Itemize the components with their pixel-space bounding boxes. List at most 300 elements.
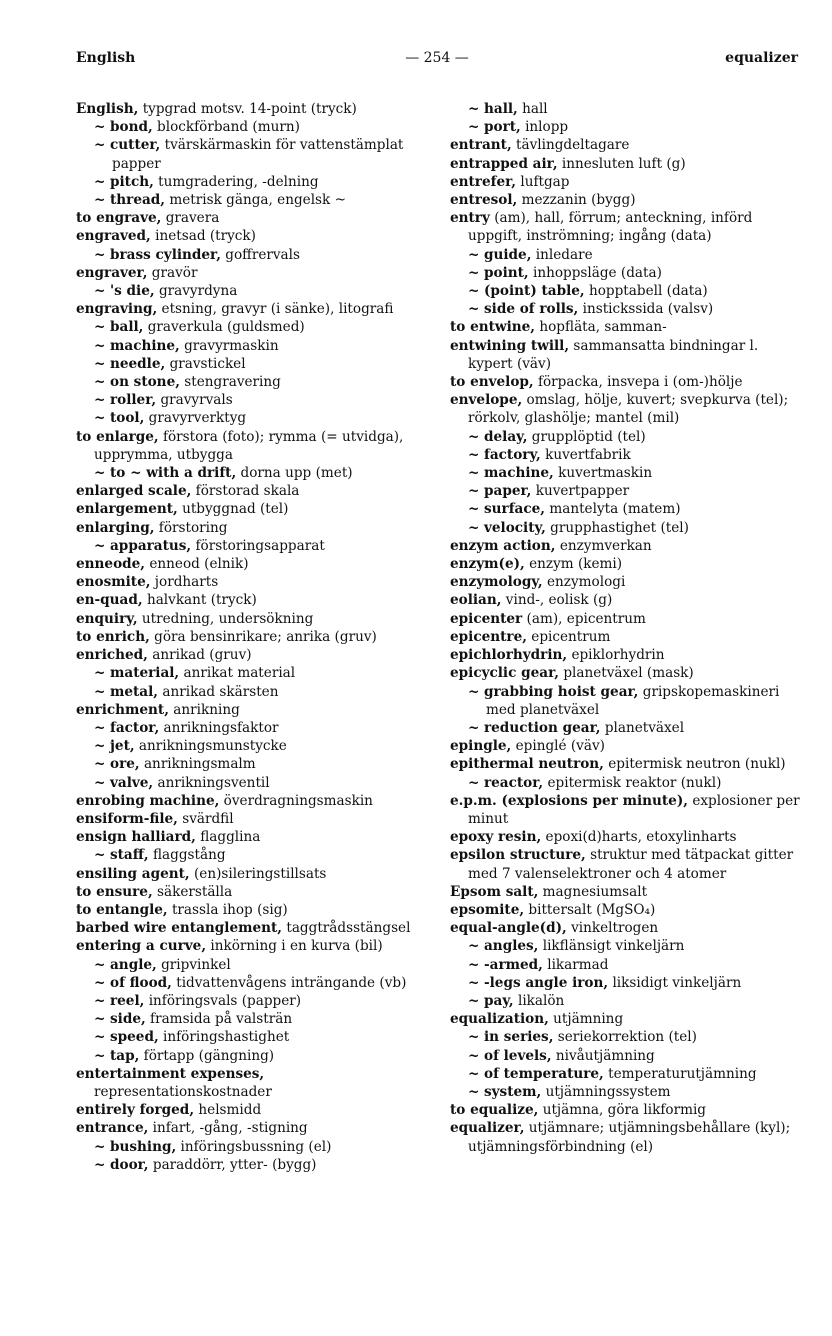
definition: gravstickel [169, 355, 246, 372]
headword: of temperature, [484, 1065, 604, 1082]
headword: thread, [110, 192, 166, 209]
sub-entry [76, 282, 422, 300]
definition: inledare [535, 246, 593, 263]
sub-entry [450, 264, 800, 282]
headword: ore, [110, 756, 140, 773]
definition: nivåutjämning [555, 1047, 655, 1064]
definition: inetsad (tryck) [155, 228, 256, 245]
definition: etsning, gravyr (i sänke), litografi [161, 301, 394, 318]
dictionary-entry [76, 209, 422, 227]
sub-entry [450, 992, 800, 1010]
dictionary-entry [450, 646, 800, 664]
headword: reactor, [484, 774, 544, 791]
headword: entresol, [450, 192, 518, 209]
dictionary-entry [450, 209, 800, 245]
definition: magnesiumsalt [542, 883, 648, 900]
headword: side of rolls, [484, 301, 579, 318]
sub-entry [76, 1010, 422, 1028]
headword: staff, [110, 847, 149, 864]
definition: göra bensinrikare; anrika (gruv) [154, 628, 377, 645]
headword: point, [484, 264, 529, 281]
dictionary-entry [450, 610, 800, 628]
headword: enzym action, [450, 537, 556, 554]
tilde-mark: ~ [94, 465, 106, 482]
headword: brass cylinder, [110, 246, 221, 263]
dictionary-entry [76, 792, 422, 810]
dictionary-entry [450, 828, 800, 846]
tilde-mark: ~ [468, 446, 480, 463]
headword: velocity, [484, 519, 546, 536]
headword: entrapped air, [450, 155, 558, 172]
definition: säkerställa [157, 883, 233, 900]
tilde-mark: ~ [468, 1083, 480, 1100]
tilde-mark: ~ [94, 992, 106, 1009]
sub-entry [450, 1065, 800, 1083]
sub-entry [76, 136, 422, 172]
definition: planetväxel [604, 719, 685, 736]
headword: engraved, [76, 228, 151, 245]
sub-entry [76, 1047, 422, 1065]
definition: paraddörr, ytter- (bygg) [152, 1156, 317, 1173]
tilde-mark: ~ [94, 319, 106, 336]
tilde-mark: ~ [94, 410, 106, 427]
sub-entry [450, 446, 800, 464]
definition: gripskopemaskineri med planetväxel [486, 683, 780, 718]
headword: eolian, [450, 592, 502, 609]
headword: hall, [484, 101, 518, 117]
headword: epsilon structure, [450, 847, 586, 864]
definition: liksidigt vinkeljärn [612, 974, 742, 991]
dictionary-entry [76, 610, 422, 628]
definition: (en)sileringstillsats [193, 865, 327, 882]
definition: inlopp [525, 119, 569, 136]
sub-entry [76, 1028, 422, 1046]
headword: enriched, [76, 647, 148, 664]
sub-entry [76, 191, 422, 209]
sub-entry [76, 409, 422, 427]
headword: surface, [484, 501, 546, 518]
tilde-mark: ~ [468, 519, 480, 536]
headword: of flood, [110, 974, 172, 991]
tilde-mark: ~ [94, 192, 106, 209]
definition: förstoringsapparat [195, 537, 325, 554]
headword: cutter, [110, 137, 161, 154]
tilde-mark: ~ [94, 756, 106, 773]
headword: e.p.m. (explosions per minute), [450, 792, 688, 809]
definition: enneod (elnik) [149, 556, 249, 573]
definition: omslag, hölje, kuvert; svepkurva (tel); rörkolv, glashölje; mantel (mil) [468, 392, 789, 427]
sub-entry [450, 1028, 800, 1046]
definition: utjämna, göra likformig [542, 1102, 707, 1119]
sub-entry [450, 937, 800, 955]
definition: utjämnare; utjämningsbehållare (kyl); utjämningsförbindning (el) [468, 1120, 791, 1155]
dictionary-entry [76, 901, 422, 919]
definition: anrikningsfaktor [163, 719, 279, 736]
dictionary-entry [76, 919, 422, 937]
headword: to enlarge, [76, 428, 159, 445]
headword: roller, [110, 392, 157, 409]
sub-entry [450, 1083, 800, 1101]
definition: (am), epicentrum [526, 610, 646, 627]
definition: grupphastighet (tel) [550, 519, 689, 536]
definition: anrikad skärsten [162, 683, 279, 700]
definition: bittersalt (MgSO₄) [528, 901, 656, 918]
sub-entry [450, 100, 800, 118]
dictionary-entry [76, 646, 422, 664]
tilde-mark: ~ [94, 355, 106, 372]
definition: flagglina [200, 829, 261, 846]
dictionary-entry [76, 227, 422, 245]
definition: graverkula (guldsmed) [147, 319, 305, 336]
definition: anrikat material [183, 665, 296, 682]
dictionary-entry [450, 173, 800, 191]
dictionary-entry [450, 919, 800, 937]
sub-entry [76, 664, 422, 682]
headword: enquiry, [76, 610, 138, 627]
tilde-mark: ~ [468, 719, 480, 736]
headword: side, [110, 1011, 146, 1028]
tilde-mark: ~ [468, 264, 480, 281]
dictionary-entry [76, 428, 422, 464]
dictionary-entry [450, 155, 800, 173]
dictionary-entry [450, 1101, 800, 1119]
dictionary-entry [76, 828, 422, 846]
headword: (point) table, [484, 283, 585, 300]
headword: enosmite, [76, 574, 151, 591]
definition: framsida på valsträn [150, 1011, 293, 1028]
headword: factory, [484, 446, 541, 463]
sub-entry [450, 500, 800, 518]
definition: överdragningsmaskin [223, 792, 373, 809]
tilde-mark: ~ [94, 283, 106, 300]
headword: jet, [110, 738, 135, 755]
tilde-mark: ~ [468, 483, 480, 500]
headword: machine, [110, 337, 180, 354]
headword: system, [484, 1083, 542, 1100]
headword: pitch, [110, 173, 154, 190]
sub-entry [450, 519, 800, 537]
headword: to envelop, [450, 374, 534, 391]
dictionary-entry [450, 846, 800, 882]
headword: pay, [484, 992, 514, 1009]
dictionary-entry [76, 519, 422, 537]
definition: metrisk gänga, engelsk ~ [169, 192, 346, 209]
left-column [76, 100, 422, 1174]
definition: likalön [517, 992, 565, 1009]
definition: mezzanin (bygg) [521, 192, 636, 209]
dictionary-entry [76, 810, 422, 828]
tilde-mark: ~ [94, 137, 106, 154]
definition: utjämning [553, 1011, 624, 1028]
tilde-mark: ~ [94, 683, 106, 700]
headword: bond, [110, 119, 153, 136]
definition: likarmad [547, 956, 609, 973]
dictionary-entry [76, 500, 422, 518]
headword: to enrich, [76, 628, 150, 645]
dictionary-entry [450, 792, 800, 828]
definition: tvärskärmaskin för vattenstämplat papper [112, 137, 404, 172]
headword: tap, [110, 1047, 140, 1064]
tilde-mark: ~ [468, 956, 480, 973]
tilde-mark: ~ [94, 392, 106, 409]
sub-entry [76, 846, 422, 864]
sub-entry [450, 482, 800, 500]
headword: enneode, [76, 556, 146, 573]
sub-entry [450, 300, 800, 318]
page-header [76, 50, 798, 72]
definition: struktur med tätpackat gitter med 7 valenselektroner och 4 atomer [468, 847, 794, 882]
tilde-mark: ~ [94, 337, 106, 354]
definition: planetväxel (mask) [563, 665, 694, 682]
definition: taggtrådsstängsel [286, 920, 411, 937]
tilde-mark: ~ [94, 847, 106, 864]
definition: förpacka, insvepa i (om-)hölje [537, 374, 743, 391]
sub-entry [76, 719, 422, 737]
definition: mantelyta (matem) [549, 501, 681, 518]
headword: in series, [484, 1029, 554, 1046]
headword: epicentre, [450, 628, 527, 645]
headword: needle, [110, 355, 166, 372]
dictionary-entry [450, 591, 800, 609]
definition: kuvertmaskin [558, 465, 653, 482]
tilde-mark: ~ [94, 974, 106, 991]
tilde-mark: ~ [468, 774, 480, 791]
tilde-mark: ~ [94, 246, 106, 263]
sub-entry [76, 318, 422, 336]
sub-entry [76, 956, 422, 974]
definition: epinglé (väv) [515, 738, 605, 755]
definition: förtapp (gängning) [143, 1047, 275, 1064]
definition: dorna upp (met) [240, 465, 353, 482]
headword: ball, [110, 319, 144, 336]
headword: barbed wire entanglement, [76, 920, 283, 937]
definition: tävlingdeltagare [516, 137, 630, 154]
dictionary-entry [76, 1119, 422, 1137]
headword: entirely forged, [76, 1102, 195, 1119]
dictionary-entry [450, 537, 800, 555]
headword: entrance, [76, 1120, 149, 1137]
headword: entertainment expenses, [76, 1065, 265, 1082]
definition: anrikningsmunstycke [138, 738, 287, 755]
headword: ensign halliard, [76, 829, 196, 846]
tilde-mark: ~ [468, 283, 480, 300]
definition: innesluten luft (g) [561, 155, 686, 172]
sub-entry [450, 246, 800, 264]
definition: epoxi(d)harts, etoxylinharts [545, 829, 737, 846]
tilde-mark: ~ [468, 246, 480, 263]
sub-entry [76, 683, 422, 701]
headword: enzym(e), [450, 556, 525, 573]
definition: förstora (foto); rymma (= utvidga), upprymma, utbygga [94, 428, 404, 463]
headword: envelope, [450, 392, 523, 409]
tilde-mark: ~ [468, 1065, 480, 1082]
definition: införingshastighet [163, 1029, 290, 1046]
tilde-mark: ~ [468, 301, 480, 318]
headword: enrobing machine, [76, 792, 220, 809]
dictionary-entry [450, 755, 800, 773]
definition: utbyggnad (tel) [182, 501, 289, 518]
definition: epicentrum [531, 628, 611, 645]
definition: typgrad motsv. 14-point (tryck) [142, 101, 357, 117]
headword: engraving, [76, 301, 158, 318]
headword: -legs angle iron, [484, 974, 609, 991]
tilde-mark: ~ [468, 1047, 480, 1064]
definition: trassla ihop (sig) [171, 901, 288, 918]
definition: utjämningssystem [545, 1083, 671, 1100]
headword: enrichment, [76, 701, 169, 718]
headword: angles, [484, 938, 539, 955]
dictionary-entry [76, 573, 422, 591]
dictionary-entry [76, 865, 422, 883]
definition: likflänsigt vinkeljärn [542, 938, 685, 955]
definition: gravyrmaskin [184, 337, 279, 354]
dictionary-entry [450, 318, 800, 336]
tilde-mark: ~ [94, 1138, 106, 1155]
definition: blockförband (murn) [157, 119, 300, 136]
definition: gravera [165, 210, 220, 227]
sub-entry [76, 464, 422, 482]
headword: to equalize, [450, 1102, 539, 1119]
definition: vinkeltrogen [571, 920, 659, 937]
headword: door, [110, 1156, 149, 1173]
dictionary-entry [76, 628, 422, 646]
sub-entry [76, 1138, 422, 1156]
headword: Epsom salt, [450, 883, 539, 900]
definition: hall [522, 101, 548, 117]
definition: epitermisk neutron (nukl) [608, 756, 786, 773]
definition: gravör [151, 264, 198, 281]
sub-entry [76, 246, 422, 264]
page-number: — 254 — [405, 50, 469, 66]
definition: svärdfil [182, 810, 234, 827]
headword: to ensure, [76, 883, 153, 900]
dictionary-entry [76, 264, 422, 282]
sub-entry [450, 464, 800, 482]
definition: explosioner per minut [468, 792, 800, 827]
definition: gravyrdyna [158, 283, 238, 300]
definition: vind-, eolisk (g) [505, 592, 613, 609]
headword: factor, [110, 719, 160, 736]
headword: bushing, [110, 1138, 177, 1155]
headword: -armed, [484, 956, 543, 973]
dictionary-entry [450, 628, 800, 646]
definition: enzymologi [547, 574, 626, 591]
headword: epingle, [450, 738, 512, 755]
sub-entry [76, 355, 422, 373]
headword: epicenter [450, 610, 523, 627]
headword: entry [450, 210, 490, 227]
sub-entry [450, 956, 800, 974]
headword: grabbing hoist gear, [484, 683, 639, 700]
definition: helsmidd [198, 1102, 262, 1119]
sub-entry [76, 118, 422, 136]
definition: representationskostnader [94, 1083, 272, 1100]
sub-entry [450, 282, 800, 300]
dictionary-entry [450, 555, 800, 573]
headword: equalization, [450, 1011, 549, 1028]
definition: flaggstång [152, 847, 226, 864]
headword: epichlorhydrin, [450, 647, 568, 664]
tilde-mark: ~ [94, 173, 106, 190]
definition: temperaturutjämning [608, 1065, 757, 1082]
dictionary-entry [450, 373, 800, 391]
sub-entry [450, 118, 800, 136]
definition: utredning, undersökning [141, 610, 314, 627]
headword: reel, [110, 992, 145, 1009]
definition: tumgradering, -delning [158, 173, 319, 190]
headword: tool, [110, 410, 145, 427]
sub-entry [76, 537, 422, 555]
dictionary-entry [450, 737, 800, 755]
definition: stengravering [184, 374, 281, 391]
tilde-mark: ~ [94, 665, 106, 682]
sub-entry [450, 428, 800, 446]
definition: epiklorhydrin [571, 647, 665, 664]
sub-entry [76, 173, 422, 191]
sub-entry [450, 1047, 800, 1065]
sub-entry [76, 992, 422, 1010]
dictionary-entry [450, 337, 800, 373]
dictionary-entry [76, 883, 422, 901]
dictionary-entry [450, 573, 800, 591]
headword: entwining twill, [450, 337, 570, 354]
dictionary-entry [450, 901, 800, 919]
dictionary-entry [450, 1010, 800, 1028]
dictionary-entry [76, 100, 422, 118]
definition: anrikningsmalm [143, 756, 256, 773]
sub-entry [450, 974, 800, 992]
definition: jordharts [154, 574, 219, 591]
headword: epsomite, [450, 901, 525, 918]
right-column [450, 100, 800, 1156]
headword: angle, [110, 956, 157, 973]
sub-entry [450, 774, 800, 792]
headword: metal, [110, 683, 159, 700]
headword: to engrave, [76, 210, 162, 227]
dictionary-entry [76, 555, 422, 573]
headword: engraver, [76, 264, 148, 281]
headword: paper, [484, 483, 532, 500]
definition: förstorad skala [195, 483, 300, 500]
dictionary-entry [76, 591, 422, 609]
dictionary-entry [76, 1101, 422, 1119]
definition: hopfläta, samman- [539, 319, 667, 336]
definition: enzym (kemi) [529, 556, 623, 573]
tilde-mark: ~ [468, 501, 480, 518]
definition: infart, -gång, -stigning [152, 1120, 308, 1137]
sub-entry [76, 337, 422, 355]
headword: to ~ with a drift, [110, 465, 237, 482]
headword: to entangle, [76, 901, 168, 918]
definition: gravyrverktyg [148, 410, 247, 427]
sub-entry [76, 1156, 422, 1174]
tilde-mark: ~ [468, 119, 480, 136]
tilde-mark: ~ [94, 774, 106, 791]
definition: anrikningsventil [157, 774, 270, 791]
headword: material, [110, 665, 180, 682]
sub-entry [76, 774, 422, 792]
definition: halvkant (tryck) [146, 592, 257, 609]
definition: införingsbussning (el) [180, 1138, 332, 1155]
headword: ensiform-file, [76, 810, 178, 827]
headword: English, [76, 101, 139, 117]
headword: ensiling agent, [76, 865, 190, 882]
dictionary-entry [76, 1065, 422, 1101]
dictionary-entry [450, 191, 800, 209]
tilde-mark: ~ [468, 938, 480, 955]
sub-entry [76, 373, 422, 391]
headword: machine, [484, 465, 554, 482]
